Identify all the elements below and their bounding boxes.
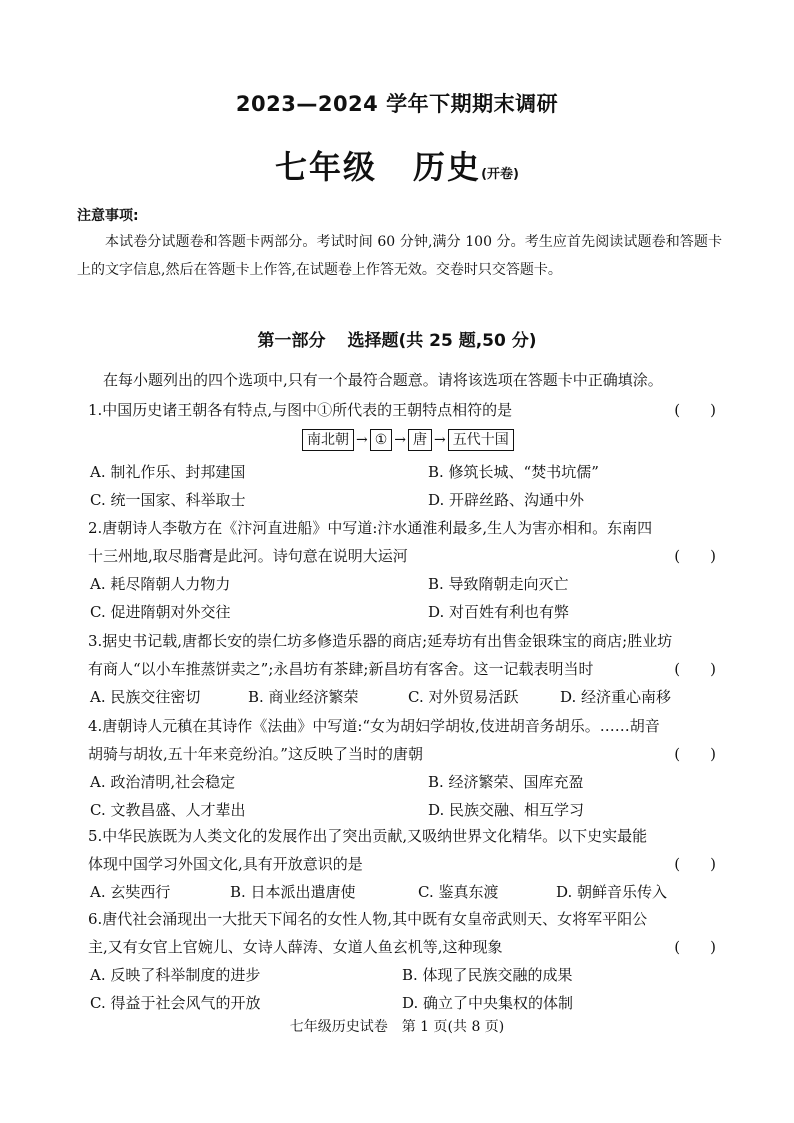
question-3 xyxy=(88,627,716,711)
exam-type: (开卷) xyxy=(481,167,519,182)
option-d: D. 经济重心南移 xyxy=(560,688,672,706)
term-title: 2023—2024 学年下期期末调研 xyxy=(235,92,559,116)
question-6 xyxy=(88,905,716,1017)
question-line: 4.唐朝诗人元稹在其诗作《法曲》中写道:“女为胡妇学胡妆,伎进胡音务胡乐。……胡音 xyxy=(88,717,660,735)
question-text: 1.中国历史诸王朝各有特点,与图中①所代表的王朝特点相符的是 xyxy=(88,401,513,419)
option-c: C. 得益于社会风气的开放 xyxy=(90,994,261,1012)
chain-box: 五代十国 xyxy=(448,429,514,451)
question-4 xyxy=(88,712,716,824)
part1-subtitle: 选择题(共 25 题,50 分) xyxy=(347,331,537,351)
options-row xyxy=(90,570,716,598)
question-line xyxy=(88,740,716,768)
option-a: A. 制礼作乐、封邦建国 xyxy=(90,463,246,481)
question-text: 主,又有女官上官婉儿、女诗人薛涛、女道人鱼玄机等,这种现象 xyxy=(88,938,503,956)
answer-paren: ( ) xyxy=(674,855,716,873)
options-row xyxy=(90,989,716,1017)
question-line xyxy=(88,933,716,961)
options-row xyxy=(90,598,716,626)
option-b: B. 商业经济繁荣 xyxy=(248,688,359,706)
question-text: 胡骑与胡妆,五十年来竞纷泊。”这反映了当时的唐朝 xyxy=(88,745,423,763)
answer-paren: ( ) xyxy=(674,745,716,763)
question-line xyxy=(88,396,716,424)
option-b: B. 修筑长城、“焚书坑儒” xyxy=(428,463,599,481)
question-line: 6.唐代社会涌现出一大批天下闻名的女性人物,其中既有女皇帝武则天、女将军平阳公 xyxy=(88,910,648,928)
question-line: 2.唐朝诗人李敬方在《汴河直进船》中写道:汴水通淮利最多,生人为害亦相和。东南四 xyxy=(88,519,653,537)
question-line: 3.据史书记载,唐都长安的崇仁坊多修造乐器的商店;延寿坊有出售金银珠宝的商店;胜业坊 xyxy=(88,632,673,650)
question-5 xyxy=(88,822,716,906)
question-text: 有商人“以小车推蒸饼卖之”;永昌坊有茶肆;新昌坊有客舍。这一记载表明当时 xyxy=(88,660,594,678)
option-a: A. 玄奘西行 xyxy=(90,883,171,901)
option-a: A. 政治清明,社会稳定 xyxy=(90,773,236,791)
dynasty-chain xyxy=(302,429,514,451)
answer-paren: ( ) xyxy=(674,401,716,419)
option-a: A. 耗尽隋朝人力物力 xyxy=(90,575,231,593)
option-d: D. 对百姓有利也有弊 xyxy=(428,603,570,621)
part1-instruction: 在每小题列出的四个选项中,只有一个最符合题意。请将该选项在答题卡中正确填涂。 xyxy=(103,371,663,389)
arrow-icon: → xyxy=(394,432,407,448)
answer-paren: ( ) xyxy=(674,547,716,565)
options-row xyxy=(90,683,716,711)
option-c: C. 促进隋朝对外交往 xyxy=(90,603,231,621)
question-line xyxy=(88,655,716,683)
question-2 xyxy=(88,514,716,626)
options-row xyxy=(90,768,716,796)
part1-label: 第一部分 xyxy=(257,331,326,351)
option-d: D. 确立了中央集权的体制 xyxy=(402,994,574,1012)
arrow-icon: → xyxy=(434,432,446,448)
question-1 xyxy=(88,396,716,424)
option-b: B. 导致隋朝走向灭亡 xyxy=(428,575,569,593)
arrow-icon: → xyxy=(356,432,368,448)
subject-title xyxy=(0,142,794,188)
answer-paren: ( ) xyxy=(674,660,716,678)
option-c: C. 文教昌盛、人才辈出 xyxy=(90,801,246,819)
option-c: C. 统一国家、科举取士 xyxy=(90,491,246,509)
subject-name: 历史 xyxy=(413,148,482,186)
question-line xyxy=(88,542,716,570)
options-row xyxy=(90,458,718,486)
question-text: 体现中国学习外国文化,具有开放意识的是 xyxy=(88,855,363,873)
page-footer: 七年级历史试卷 第 1 页(共 8 页) xyxy=(289,1019,505,1035)
option-a: A. 民族交往密切 xyxy=(90,688,201,706)
chain-box: ① xyxy=(370,429,393,451)
option-d: D. 朝鲜音乐传入 xyxy=(556,883,668,901)
option-b: B. 经济繁荣、国库充盈 xyxy=(428,773,584,791)
option-d: D. 开辟丝路、沟通中外 xyxy=(428,491,585,509)
options-row xyxy=(90,486,718,514)
question-text: 十三州地,取尽脂膏是此河。诗句意在说明大运河 xyxy=(88,547,408,565)
chain-box: 唐 xyxy=(408,429,432,451)
option-c: C. 鉴真东渡 xyxy=(418,883,499,901)
question-line xyxy=(88,850,716,878)
option-b: B. 日本派出遣唐使 xyxy=(230,883,356,901)
chain-box: 南北朝 xyxy=(302,429,354,451)
options-row xyxy=(90,961,716,989)
option-d: D. 民族交融、相互学习 xyxy=(428,801,585,819)
options-row xyxy=(90,878,716,906)
options-row xyxy=(90,796,716,824)
option-a: A. 反映了科举制度的进步 xyxy=(90,966,261,984)
grade-label: 七年级 xyxy=(275,148,378,186)
notes-heading: 注意事项: xyxy=(77,208,139,224)
option-c: C. 对外贸易活跃 xyxy=(408,688,519,706)
question-line: 5.中华民族既为人类文化的发展作出了突出贡献,又吸纳世界文化精华。以下史实最能 xyxy=(88,827,648,845)
answer-paren: ( ) xyxy=(674,938,716,956)
part1-title xyxy=(0,326,794,351)
notes-body: 本试卷分试题卷和答题卡两部分。考试时间 60 分钟,满分 100 分。考生应首先阅读试题卷和答题卡上的文字信息,然后在答题卡上作答,在试题卷上作答无效。交卷时只交答题卡。 xyxy=(77,234,722,278)
question-1-options xyxy=(90,458,718,514)
option-b: B. 体现了民族交融的成果 xyxy=(402,966,573,984)
